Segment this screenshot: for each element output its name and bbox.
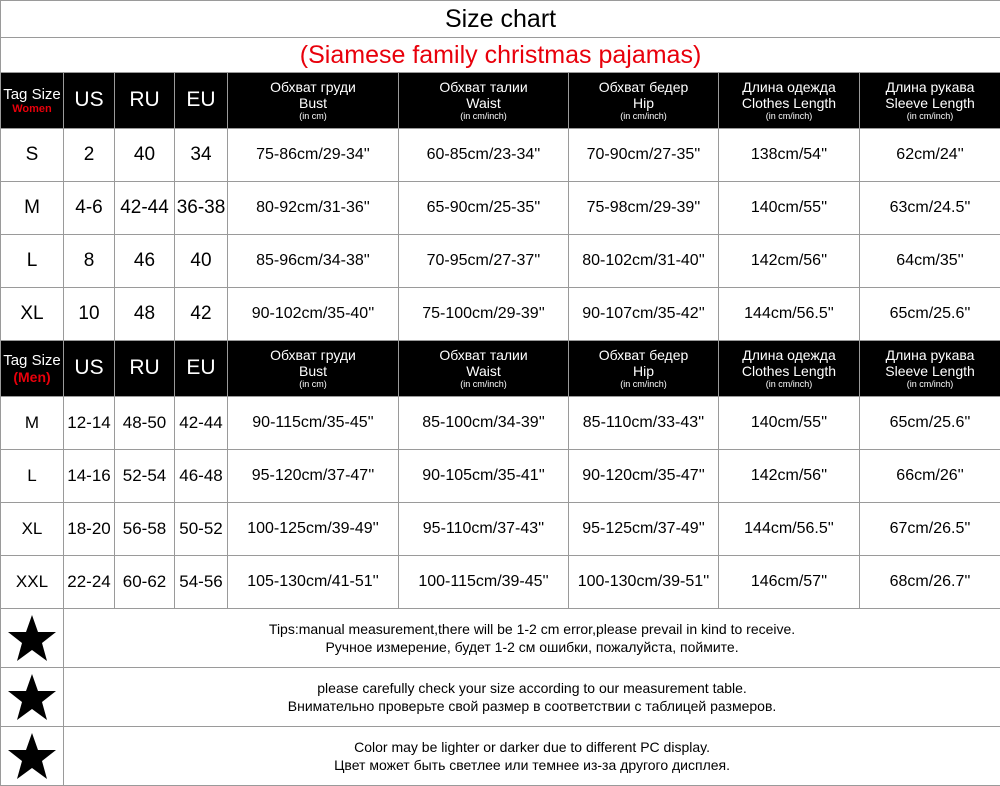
- length-cell: 142cm/56'': [719, 450, 860, 503]
- table-row: [1, 182, 1000, 235]
- table-row: [1, 288, 1000, 341]
- us-cell: 8: [64, 235, 115, 288]
- sleeve-cell: 63cm/24.5'': [860, 182, 1000, 235]
- length-header: [719, 341, 860, 397]
- length-cell: 144cm/56.5'': [719, 288, 860, 341]
- note-line-en: Color may be lighter or darker due to different PC display.: [354, 738, 710, 755]
- waist-cell: 85-100cm/34-39'': [399, 397, 569, 450]
- length-header-en: Clothes Length: [741, 363, 837, 380]
- note-row: [1, 727, 1000, 786]
- star-icon: [1, 727, 64, 786]
- bust-header-ru: Обхват груди: [270, 347, 356, 364]
- length-cell: 140cm/55'': [719, 182, 860, 235]
- women-label: Women: [12, 102, 52, 115]
- hip-cell: 75-98cm/29-39'': [569, 182, 719, 235]
- eu-header: EU: [175, 73, 228, 129]
- hip-cell: 90-107cm/35-42'': [569, 288, 719, 341]
- sleeve-cell: 65cm/25.6'': [860, 288, 1000, 341]
- tag-size-cell: XL: [1, 288, 64, 341]
- sleeve-cell: 62cm/24'': [860, 129, 1000, 182]
- length-cell: 144cm/56.5'': [719, 503, 860, 556]
- ru-cell: 40: [115, 129, 175, 182]
- sleeve-header: [860, 341, 1000, 397]
- eu-cell: 42-44: [175, 397, 228, 450]
- chart-title: Size chart: [1, 1, 1000, 38]
- waist-cell: 95-110cm/37-43'': [399, 503, 569, 556]
- eu-cell: 42: [175, 288, 228, 341]
- length-cell: 142cm/56'': [719, 235, 860, 288]
- note-row: [1, 609, 1000, 668]
- sleeve-header-en: Sleeve Length: [885, 363, 975, 380]
- bust-cell: 85-96cm/34-38'': [228, 235, 399, 288]
- sleeve-cell: 65cm/25.6'': [860, 397, 1000, 450]
- bust-cell: 100-125cm/39-49'': [228, 503, 399, 556]
- sleeve-header-unit: (in cm/inch): [906, 111, 954, 122]
- hip-cell: 95-125cm/37-49'': [569, 503, 719, 556]
- bust-cell: 75-86cm/29-34'': [228, 129, 399, 182]
- length-header-ru: Длина одежда: [742, 347, 836, 364]
- hip-cell: 85-110cm/33-43'': [569, 397, 719, 450]
- us-cell: 10: [64, 288, 115, 341]
- bust-cell: 95-120cm/37-47'': [228, 450, 399, 503]
- waist-header-unit: (in cm/inch): [460, 379, 507, 390]
- waist-header: [399, 73, 569, 129]
- hip-header-en: Hip: [632, 363, 654, 380]
- star-icon: [1, 668, 64, 727]
- waist-header-en: Waist: [466, 363, 501, 380]
- tag-size-cell: XL: [1, 503, 64, 556]
- tag-size-cell: L: [1, 450, 64, 503]
- length-cell: 146cm/57'': [719, 556, 860, 609]
- table-row: [1, 129, 1000, 182]
- sleeve-header-ru: Длина рукава: [885, 79, 975, 96]
- women-header-row: [1, 73, 1000, 129]
- table-row: [1, 556, 1000, 609]
- ru-cell: 46: [115, 235, 175, 288]
- bust-cell: 90-102cm/35-40'': [228, 288, 399, 341]
- note-text: [64, 727, 1000, 786]
- ru-cell: 52-54: [115, 450, 175, 503]
- hip-header-ru: Обхват бедер: [598, 347, 689, 364]
- hip-cell: 90-120cm/35-47'': [569, 450, 719, 503]
- us-cell: 14-16: [64, 450, 115, 503]
- hip-cell: 80-102cm/31-40'': [569, 235, 719, 288]
- us-cell: 2: [64, 129, 115, 182]
- bust-header-en: Bust: [298, 363, 327, 380]
- tag-size-cell: L: [1, 235, 64, 288]
- sleeve-header-unit: (in cm/inch): [906, 379, 954, 390]
- table-row: [1, 397, 1000, 450]
- us-cell: 12-14: [64, 397, 115, 450]
- waist-cell: 100-115cm/39-45'': [399, 556, 569, 609]
- bust-header-unit: (in cm): [299, 111, 327, 122]
- waist-header-ru: Обхват талии: [439, 347, 528, 364]
- bust-cell: 105-130cm/41-51'': [228, 556, 399, 609]
- bust-header-ru: Обхват груди: [270, 79, 356, 96]
- hip-header-unit: (in cm/inch): [620, 379, 667, 390]
- bust-header-en: Bust: [298, 95, 327, 112]
- waist-cell: 60-85cm/23-34'': [399, 129, 569, 182]
- bust-cell: 90-115cm/35-45'': [228, 397, 399, 450]
- tag-size-cell: M: [1, 182, 64, 235]
- waist-cell: 75-100cm/29-39'': [399, 288, 569, 341]
- ru-cell: 48-50: [115, 397, 175, 450]
- sleeve-header-en: Sleeve Length: [885, 95, 975, 112]
- ru-header: RU: [115, 341, 175, 397]
- note-text: [64, 668, 1000, 727]
- tag-size-cell: XXL: [1, 556, 64, 609]
- tag-size-label: Tag Size: [3, 85, 61, 103]
- hip-header-ru: Обхват бедер: [598, 79, 689, 96]
- waist-header-en: Waist: [466, 95, 501, 112]
- ru-cell: 60-62: [115, 556, 175, 609]
- hip-cell: 100-130cm/39-51'': [569, 556, 719, 609]
- sleeve-cell: 68cm/26.7'': [860, 556, 1000, 609]
- women-tag-size-header: [1, 73, 64, 129]
- bust-cell: 80-92cm/31-36'': [228, 182, 399, 235]
- table-row: [1, 503, 1000, 556]
- bust-header-unit: (in cm): [299, 379, 327, 390]
- eu-cell: 34: [175, 129, 228, 182]
- us-cell: 18-20: [64, 503, 115, 556]
- length-header-ru: Длина одежда: [742, 79, 836, 96]
- tag-size-label: Tag Size: [3, 351, 61, 369]
- eu-cell: 54-56: [175, 556, 228, 609]
- hip-header-unit: (in cm/inch): [620, 111, 667, 122]
- eu-cell: 36-38: [175, 182, 228, 235]
- note-line-ru: Цвет может быть светлее или темнее из-за другого дисплея.: [334, 757, 731, 773]
- us-cell: 4-6: [64, 182, 115, 235]
- tag-size-cell: M: [1, 397, 64, 450]
- waist-header-ru: Обхват талии: [439, 79, 528, 96]
- sleeve-cell: 64cm/35'': [860, 235, 1000, 288]
- eu-cell: 50-52: [175, 503, 228, 556]
- men-label: (Men): [13, 369, 51, 386]
- ru-cell: 42-44: [115, 182, 175, 235]
- eu-header: EU: [175, 341, 228, 397]
- bust-header: [228, 341, 399, 397]
- sleeve-header-ru: Длина рукава: [885, 347, 975, 364]
- length-header-en: Clothes Length: [741, 95, 837, 112]
- waist-cell: 70-95cm/27-37'': [399, 235, 569, 288]
- sleeve-header: [860, 73, 1000, 129]
- note-line-ru: Ручное измерение, будет 1-2 см ошибки, пожалуйста, поймите.: [325, 639, 739, 655]
- us-header: US: [64, 341, 115, 397]
- star-icon: [1, 609, 64, 668]
- length-header: [719, 73, 860, 129]
- us-header: US: [64, 73, 115, 129]
- eu-cell: 46-48: [175, 450, 228, 503]
- hip-header: [569, 341, 719, 397]
- ru-cell: 48: [115, 288, 175, 341]
- ru-cell: 56-58: [115, 503, 175, 556]
- note-text: [64, 609, 1000, 668]
- note-row: [1, 668, 1000, 727]
- hip-header-en: Hip: [632, 95, 654, 112]
- us-cell: 22-24: [64, 556, 115, 609]
- sleeve-cell: 67cm/26.5'': [860, 503, 1000, 556]
- note-line-en: please carefully check your size according to our measurement table.: [317, 679, 747, 696]
- length-cell: 140cm/55'': [719, 397, 860, 450]
- eu-cell: 40: [175, 235, 228, 288]
- hip-cell: 70-90cm/27-35'': [569, 129, 719, 182]
- length-cell: 138cm/54'': [719, 129, 860, 182]
- waist-header-unit: (in cm/inch): [460, 111, 507, 122]
- ru-header: RU: [115, 73, 175, 129]
- chart-subtitle: (Siamese family christmas pajamas): [1, 38, 1000, 73]
- table-row: [1, 235, 1000, 288]
- waist-header: [399, 341, 569, 397]
- men-header-row: [1, 341, 1000, 397]
- length-header-unit: (in cm/inch): [765, 379, 813, 390]
- note-line-en: Tips:manual measurement,there will be 1-2 cm error,please prevail in kind to receive.: [268, 620, 796, 637]
- table-row: [1, 450, 1000, 503]
- men-tag-size-header: [1, 341, 64, 397]
- tag-size-cell: S: [1, 129, 64, 182]
- sleeve-cell: 66cm/26'': [860, 450, 1000, 503]
- hip-header: [569, 73, 719, 129]
- waist-cell: 65-90cm/25-35'': [399, 182, 569, 235]
- note-line-ru: Внимательно проверьте свой размер в соответствии с таблицей размеров.: [287, 698, 777, 714]
- bust-header: [228, 73, 399, 129]
- waist-cell: 90-105cm/35-41'': [399, 450, 569, 503]
- length-header-unit: (in cm/inch): [765, 111, 813, 122]
